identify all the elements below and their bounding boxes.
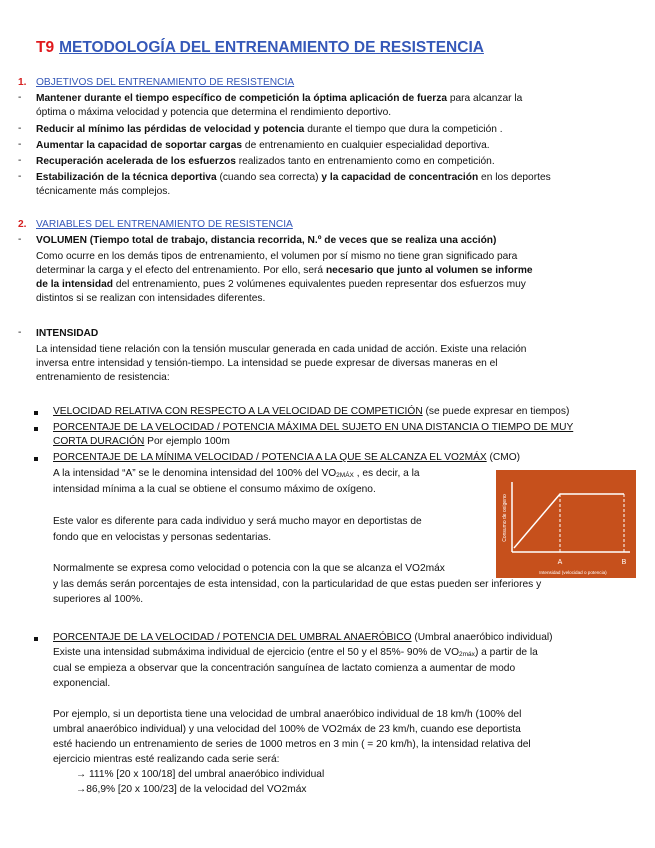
square-bullet	[34, 427, 38, 431]
intensidad-line3: entrenamiento de resistencia:	[36, 372, 170, 383]
bullet-dash: -	[18, 155, 22, 166]
document-title	[36, 39, 484, 57]
objective-5: Estabilización de la técnica deportiva (cuando sea correcta) y la capacidad de concentración en los deportes	[36, 172, 551, 183]
intensity-method-2: PORCENTAJE DE LA VELOCIDAD / POTENCIA MÁXIMA DEL SUJETO EN UNA DISTANCIA O TIEMPO DE MUY	[53, 422, 574, 433]
example-line1: Por ejemplo, si un deportista tiene una velocidad de umbral anaeróbico individual de 18 km/h (100% del	[53, 709, 522, 720]
method-3-p3-line2: y las demás serán porcentajes de esta intensidad, con la particularidad de que estas pueden ser inferiores y	[53, 579, 542, 590]
diagram-mark-b: B	[621, 559, 627, 566]
intensidad-line2: inversa entre intensidad y tensión-tiempo. La intensidad se puede expresar de diversas maneras en el	[36, 358, 498, 369]
method-3-p3-line3: superiores al 100%.	[53, 594, 144, 605]
example-result-1: → 111% [20 x 100/18] del umbral anaeróbico individual	[76, 769, 325, 780]
example-line3: esté haciendo un entrenamiento de series de 1000 metros en 3 min ( = 20 km/h), la intensidad relativa del	[53, 739, 531, 750]
intensity-method-1: VELOCIDAD RELATIVA CON RESPECTO A LA VELOCIDAD DE COMPETICIÓN (se puede expresar en tiempos)	[53, 406, 570, 417]
method-4-line3: exponencial.	[53, 678, 111, 689]
bullet-dash: -	[18, 139, 22, 150]
method-3-p2-line2: fondo que en velocistas y personas sedentarias.	[53, 532, 272, 543]
bullet-dash: -	[18, 92, 22, 103]
diagram-x-label: Intensidad (velocidad o potencia)	[539, 570, 607, 575]
objective-1-line2: óptima o máxima velocidad y potencia que determina el rendimiento deportivo.	[36, 107, 392, 118]
volumen-line3: de la intensidad del entrenamiento, pues 2 volúmenes equivalentes pueden representar dos esfuerzos muy	[36, 279, 526, 290]
example-result-2: →86,9% [20 x 100/23] de la velocidad del VO2máx	[76, 784, 307, 795]
square-bullet	[34, 637, 38, 641]
example-line2: umbral anaeróbico individual) y una velocidad del 100% de VO2máx de 23 km/h, cuando ese deportista	[53, 724, 521, 735]
diagram-background	[496, 470, 636, 578]
intensity-method-4: PORCENTAJE DE LA VELOCIDAD / POTENCIA DEL UMBRAL ANAERÓBICO (Umbral anaeróbico individual)	[53, 632, 553, 643]
title-text: METODOLOGÍA DEL ENTRENAMIENTO DE RESISTENCIA	[59, 39, 484, 56]
objective-1: Mantener durante el tiempo específico de competición la óptima aplicación de fuerza para alcanzar la	[36, 93, 523, 104]
objective-2: Reducir al mínimo las pérdidas de velocidad y potencia durante el tiempo que dura la competición .	[36, 124, 503, 135]
method-3-p1-line1: A la intensidad “A” se le denomina intensidad del 100% del $VO_{2MÁX}$ , es decir, a la	[53, 468, 420, 479]
title-number: T9	[36, 39, 55, 56]
section-1-heading: 1. OBJETIVOS DEL ENTRENAMIENTO DE RESISTENCIA	[18, 77, 295, 88]
method-3-p2-line1: Este valor es diferente para cada individuo y será mucho mayor en deportistas de	[53, 516, 422, 527]
example-line4: ejercicio mientras esté realizando cada serie será:	[53, 754, 280, 765]
bullet-dash: -	[18, 171, 22, 182]
intensidad-heading: INTENSIDAD	[36, 328, 99, 339]
volumen-line2: determinar la carga y el efecto del entrenamiento. Por ello, será necesario que junto al volumen se informe	[36, 265, 533, 276]
volumen-line1: Como ocurre en los demás tipos de entrenamiento, el volumen por sí mismo no tiene gran significado para	[36, 251, 518, 262]
bullet-dash: -	[18, 234, 22, 245]
method-3-p3-line1: Normalmente se expresa como velocidad o potencia con la que se alcanza el VO2máx	[53, 563, 445, 574]
bullet-dash: -	[18, 123, 22, 134]
diagram-y-label: Consumo de oxígeno	[502, 494, 508, 542]
objective-5-line2: técnicamente más complejos.	[36, 186, 171, 197]
intensity-method-2-line2: CORTA DURACIÓN Por ejemplo 100m	[53, 436, 230, 447]
intensidad-line1: La intensidad tiene relación con la tensión muscular generada en cada unidad de acción. Existe una relación	[36, 344, 527, 355]
diagram-mark-a: A	[557, 559, 563, 566]
section-2-heading: 2. VARIABLES DEL ENTRENAMIENTO DE RESISTENCIA	[18, 219, 293, 230]
vo2max-plateau-diagram	[496, 470, 636, 578]
method-4-line1: Existe una intensidad submáxima individual de ejercicio (entre el 50 y el 85%- 90% de $VO_{2máx}$) a partir de la	[53, 647, 538, 658]
square-bullet	[34, 411, 38, 415]
volumen-heading: VOLUMEN (Tiempo total de trabajo, distancia recorrida, N.º de veces que se realiza una acción)	[36, 235, 497, 246]
volumen-line4: distintos si se realizan con intensidades diferentes.	[36, 293, 266, 304]
intensity-method-3: PORCENTAJE DE LA MÍNIMA VELOCIDAD / POTENCIA A LA QUE SE ALCANZA EL VO2MÁX (CMO)	[53, 452, 521, 463]
method-4-line2: cual se empieza a observar que la concentración sanguínea de lactato comienza a aumentar de modo	[53, 663, 516, 674]
square-bullet	[34, 457, 38, 461]
bullet-dash: -	[18, 327, 22, 338]
objective-4: Recuperación acelerada de los esfuerzos realizados tanto en entrenamiento como en competición.	[36, 156, 495, 167]
method-3-p1-line2: intensidad mínima a la cual se obtiene el consumo máximo de oxígeno.	[53, 484, 376, 495]
objective-3: Aumentar la capacidad de soportar cargas de entrenamiento en cualquier especialidad deportiva.	[36, 140, 490, 151]
